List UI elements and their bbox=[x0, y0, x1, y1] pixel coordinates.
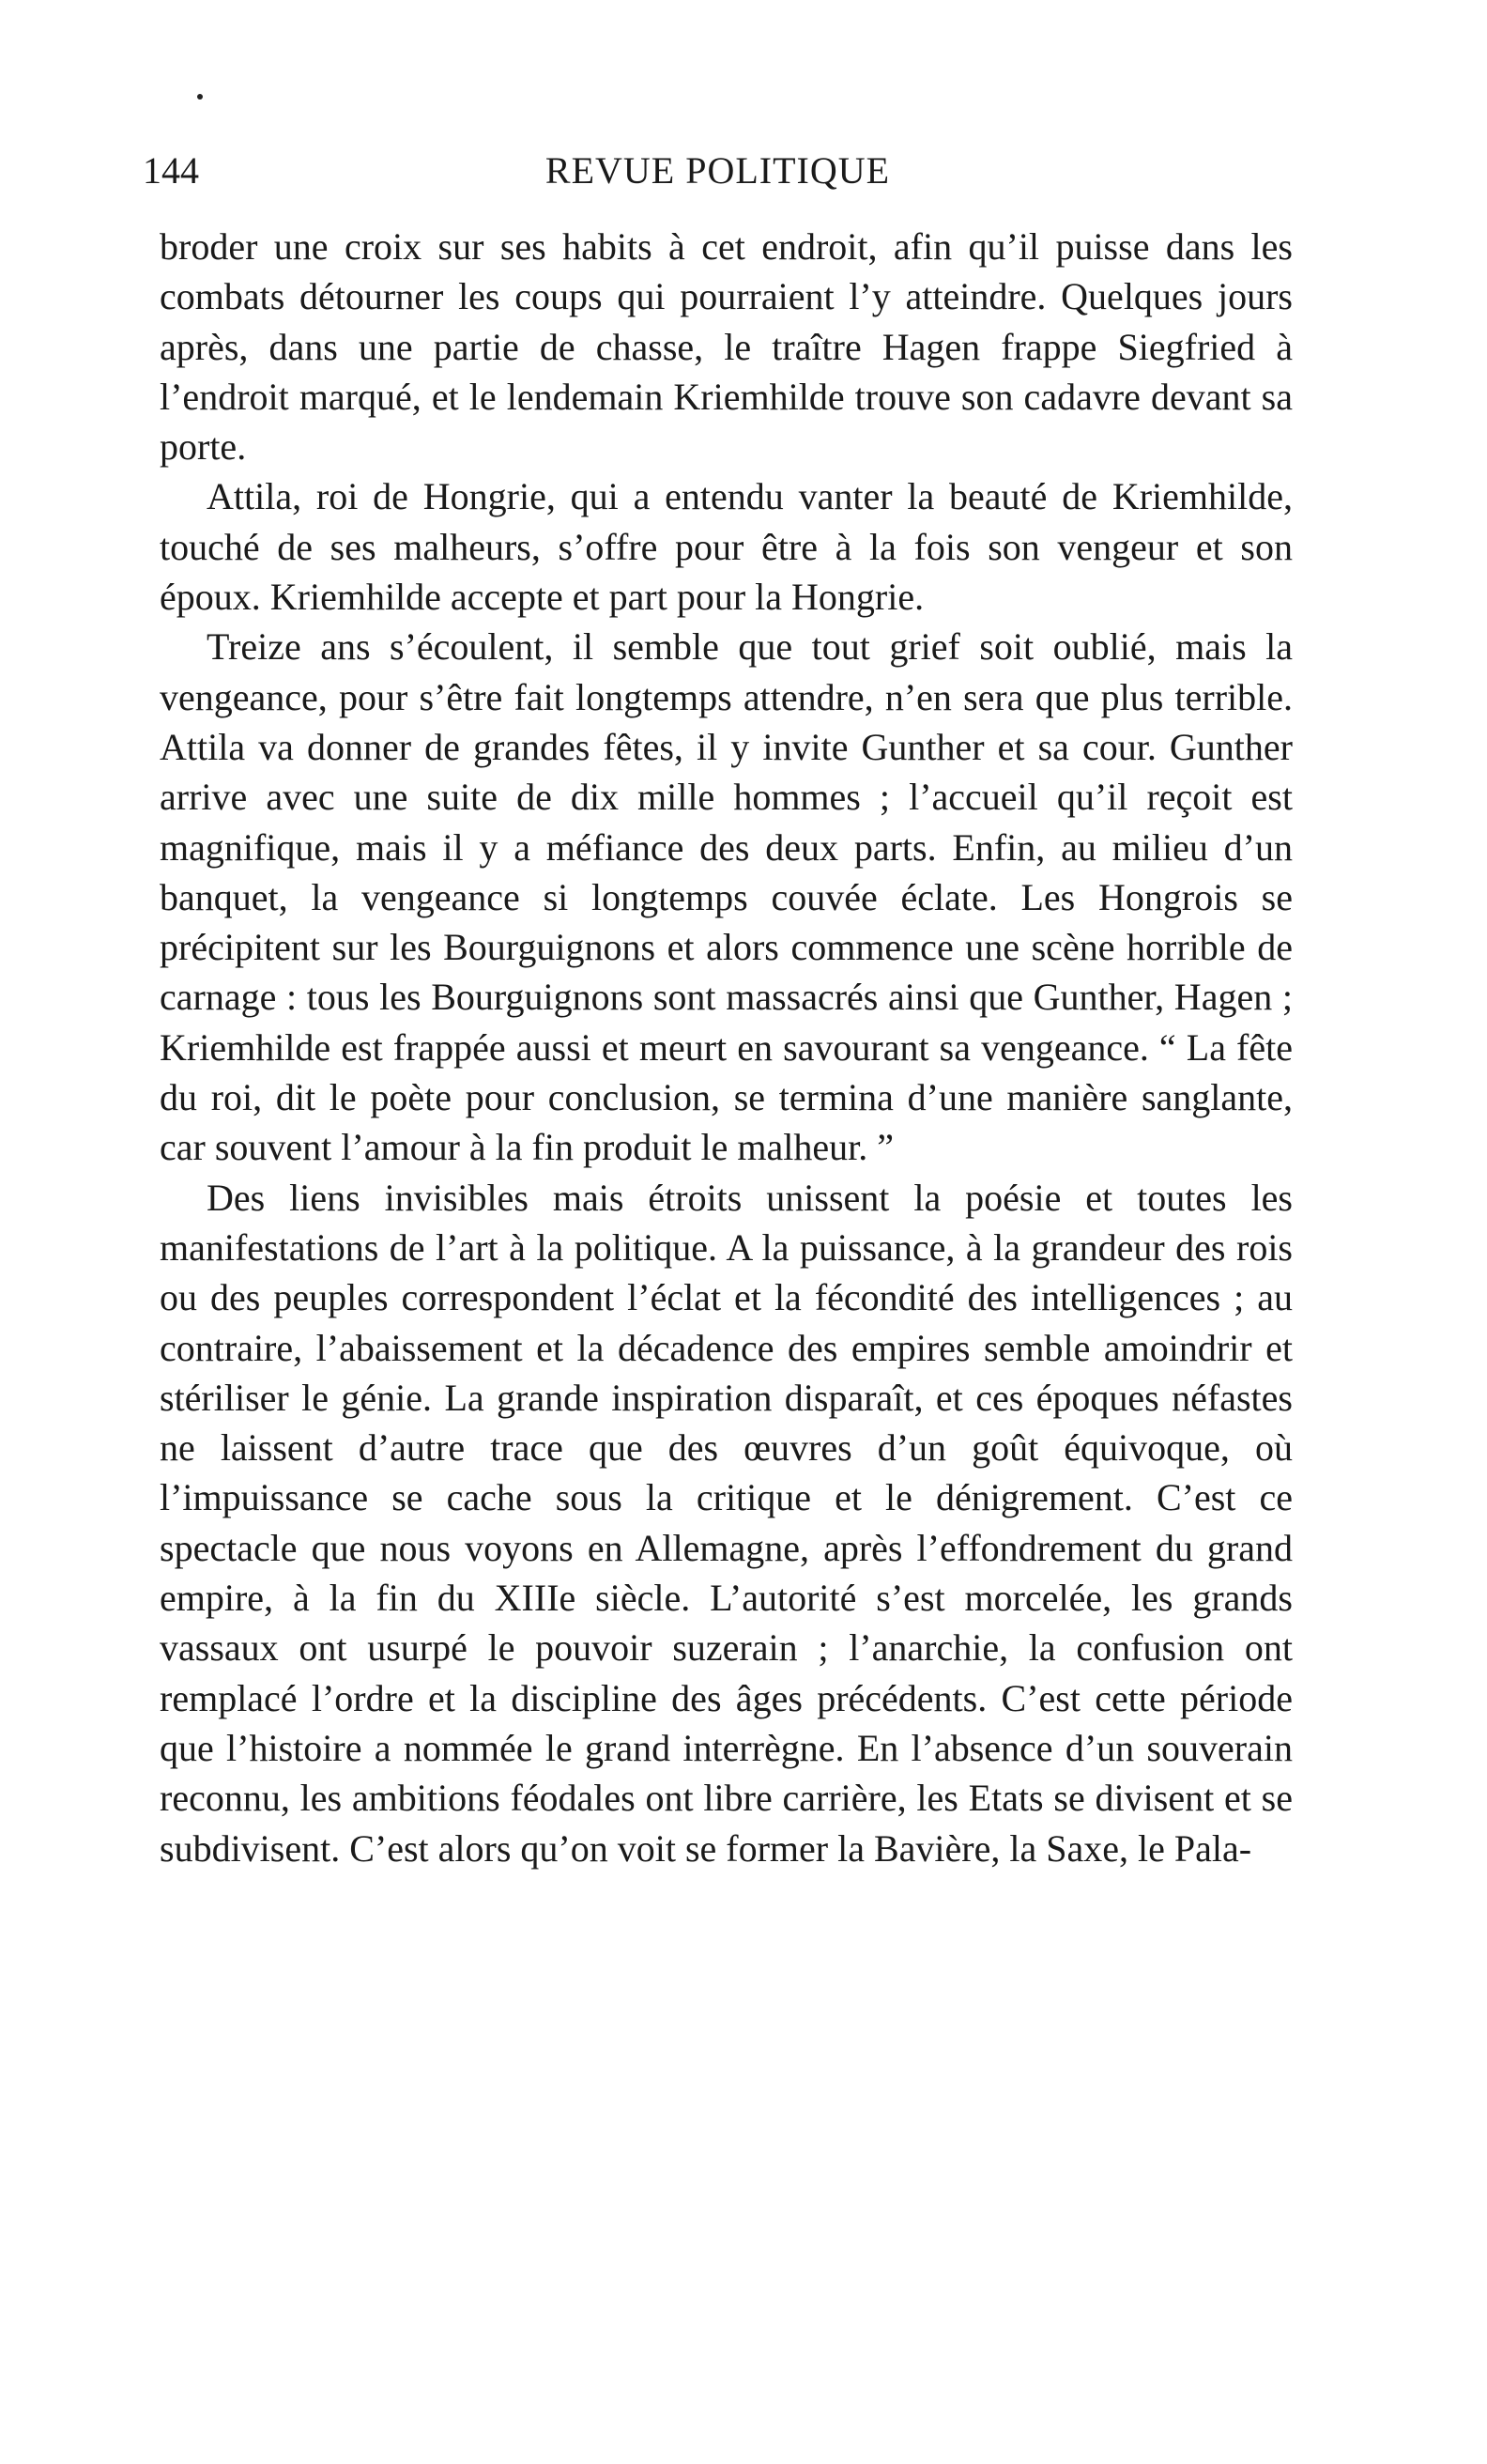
paragraph-3: Treize ans s’écoulent, il semble que tout grief soit oublié, mais la vengeance, pour s’être fait longtemps attendre, n’en sera que plus terrible. Attila va donner de grandes fêtes, il y invite Gunther et sa cour. Gunther arrive avec une suite de dix mille hommes ; l’accueil qu’il reçoit est magnifique, mais il y a méfiance des deux parts. Enfin, au milieu d’un banquet, la vengeance si longtemps couvée éclate. Les Hongrois se précipitent sur les Bourguignons et alors commence une scène horrible de carnage : tous les Bourguignons sont massacrés ainsi que Gunther, Hagen ; Kriemhilde est frappée aussi et meurt en savourant sa vengeance. “ La fête du roi, dit le poète pour conclusion, se termina d’une manière sanglante, car souvent l’amour à la fin produit le malheur. ” bbox=[160, 625, 1293, 1169]
paragraph-4: Des liens invisibles mais étroits unissent la poésie et toutes les manifestations de l’art à la politique. A la puissance, à la grandeur des rois ou des peuples correspondent l’éclat et la fécondité des intelligences ; au contraire, l’abaissement et la décadence des empires semble amoindrir et stériliser le génie. La grande inspiration disparaît, et ces époques néfastes ne laissent d’autre trace que des œuvres d’un goût équivoque, où l’impuissance se cache sous la critique et le dénigrement. C’est ce spectacle que nous voyons en Allemagne, après l’effondrement du grand empire, à la fin du XIIIe siècle. L’autorité s’est morcelée, les grands vassaux ont usurpé le pouvoir suzerain ; l’anarchie, la confusion ont remplacé l’ordre et la discipline des âges précédents. C’est cette période que l’histoire a nommée le grand interrègne. En l’absence d’un souverain reconnu, les ambitions féodales ont libre carrière, les Etats se divisent et se subdivisent. C’est alors qu’on voit se former la Bavière, la Saxe, le Pala- bbox=[160, 1176, 1293, 1870]
paragraph-1: broder une croix sur ses habits à cet endroit, afin qu’il puisse dans les combats détourner les coups qui pourraient l’y atteindre. Quelques jours après, dans une partie de chasse, le traître Hagen frappe Siegfried à l’endroit marqué, et le lendemain Kriemhilde trouve son cadavre devant sa porte. bbox=[160, 225, 1293, 469]
ink-speck bbox=[197, 94, 203, 100]
running-title: REVUE POLITIQUE bbox=[544, 149, 891, 192]
body-text bbox=[160, 222, 1293, 1873]
page-header bbox=[143, 148, 1293, 195]
page-number: 144 bbox=[143, 149, 199, 192]
paragraph-2: Attila, roi de Hongrie, qui a entendu vanter la beauté de Kriemhilde, touché de ses malheurs, s’offre pour être à la fois son vengeur et son époux. Kriemhilde accepte et part pour la Hongrie. bbox=[160, 475, 1293, 619]
